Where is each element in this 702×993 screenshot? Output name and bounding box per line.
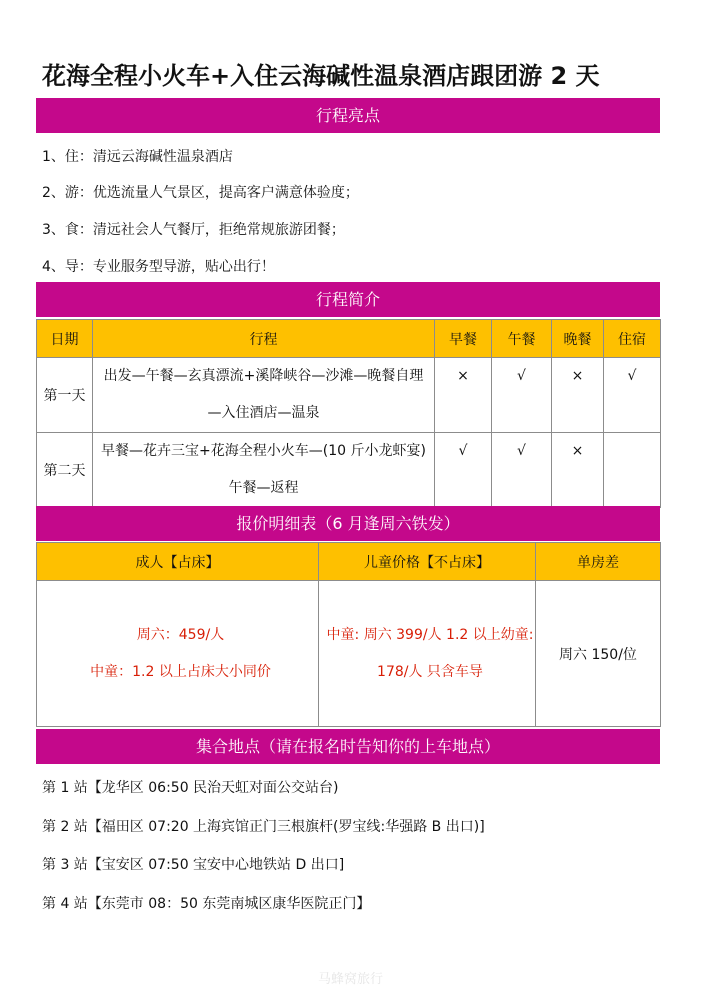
route-cell — [93, 433, 435, 508]
price-line: 周六：459/人 — [136, 626, 225, 643]
pricing-header-row — [37, 543, 661, 581]
stay-cell: √ — [604, 358, 661, 433]
adult-price-cell — [37, 581, 319, 727]
dinner-cell: × — [552, 358, 604, 433]
pricing-table — [36, 542, 661, 727]
child-price-cell — [319, 581, 536, 727]
single-supplement-cell: 周六 150/位 — [536, 581, 661, 727]
meeting-header: 集合地点（请在报名时告知你的上车地点） — [36, 729, 660, 764]
highlights-header: 行程亮点 — [36, 98, 660, 133]
col-date: 日期 — [37, 320, 93, 358]
station-item: 第 1 站【龙华区 06:50 民治天虹对面公交站台) — [42, 780, 339, 796]
dinner-cell: × — [552, 433, 604, 508]
col-dinner: 晚餐 — [552, 320, 604, 358]
itinerary-header-row — [37, 320, 661, 358]
stay-cell — [604, 433, 661, 508]
route-line: 早餐—花卉三宝+花海全程小火车—(10 斤小龙虾宴) — [101, 443, 426, 459]
itinerary-table — [36, 319, 661, 508]
highlight-item: 4、导：专业服务型导游，贴心出行！ — [42, 259, 275, 275]
breakfast-cell: × — [435, 358, 492, 433]
lunch-cell: √ — [492, 358, 552, 433]
watermark: 马蜂窝旅行 — [318, 972, 384, 987]
col-route: 行程 — [93, 320, 435, 358]
col-single: 单房差 — [536, 543, 661, 581]
price-line: 中童: 周六 399/人 1.2 以上幼童: — [326, 626, 534, 643]
col-child: 儿童价格【不占床】 — [319, 543, 536, 581]
table-row — [37, 581, 661, 727]
route-line: —入住酒店—温泉 — [207, 405, 320, 421]
breakfast-cell: √ — [435, 433, 492, 508]
lunch-cell: √ — [492, 433, 552, 508]
table-row — [37, 433, 661, 508]
station-item: 第 3 站【宝安区 07:50 宝安中心地铁站 D 出口] — [42, 857, 345, 873]
itinerary-header: 行程简介 — [36, 282, 660, 317]
highlight-item: 3、食：清远社会人气餐厅，拒绝常规旅游团餐； — [42, 222, 345, 238]
route-cell — [93, 358, 435, 433]
col-stay: 住宿 — [604, 320, 661, 358]
page-title: 花海全程小火车+入住云海碱性温泉酒店跟团游 2 天 — [42, 62, 600, 90]
station-item: 第 2 站【福田区 07:20 上海宾馆正门三根旗杆(罗宝线:华强路 B 出口)] — [42, 819, 485, 835]
col-adult: 成人【占床】 — [37, 543, 319, 581]
day-cell: 第二天 — [37, 433, 93, 508]
price-line: 中童：1.2 以上占床大小同价 — [90, 663, 271, 680]
price-line: 178/人 只含车导 — [377, 663, 483, 680]
station-item: 第 4 站【东莞市 08：50 东莞南城区康华医院正门】 — [42, 896, 371, 912]
highlight-item: 1、住：清远云海碱性温泉酒店 — [42, 149, 233, 165]
highlight-item: 2、游：优选流量人气景区，提高客户满意体验度； — [42, 185, 359, 201]
route-line: 出发—午餐—玄真漂流+溪降峡谷—沙滩—晚餐自理 — [103, 368, 424, 384]
day-cell: 第一天 — [37, 358, 93, 433]
pricing-header: 报价明细表（6 月逢周六铁发） — [36, 506, 660, 541]
col-lunch: 午餐 — [492, 320, 552, 358]
route-line: 午餐—返程 — [228, 480, 299, 496]
col-breakfast: 早餐 — [435, 320, 492, 358]
table-row — [37, 358, 661, 433]
